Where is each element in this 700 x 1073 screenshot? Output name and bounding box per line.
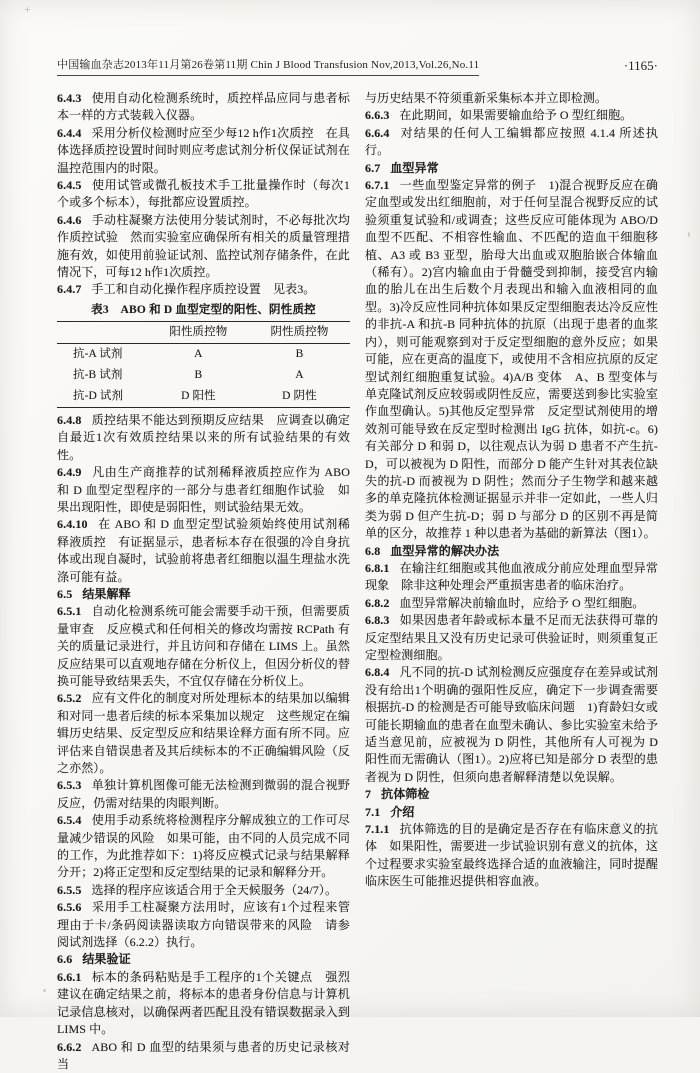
clause-text: 单独计算机图像可能无法检测到微弱的混合视野反应，仍需对结果的肉眼判断。 [57, 778, 350, 809]
clause-number: 6.8.3 [365, 613, 390, 627]
paragraph [57, 899, 350, 951]
clause-number: 6.4.6 [57, 213, 82, 227]
positive-control-value: D 阳性 [148, 386, 249, 408]
clause-number: 7 [365, 787, 371, 801]
reagent-label: 抗-B 试剂 [57, 365, 148, 386]
clause-text: 血型异常 [390, 161, 438, 175]
clause-number: 6.4.7 [57, 282, 82, 296]
clause-number: 6.6 [57, 952, 72, 966]
clause-number: 6.5.1 [57, 604, 82, 618]
clause-number: 6.6.1 [57, 970, 82, 984]
section-heading [57, 586, 350, 603]
clause-number: 6.5.5 [57, 883, 82, 897]
page-header [57, 56, 658, 76]
paragraph [57, 1039, 350, 1073]
paragraph [365, 664, 658, 786]
section-heading [365, 543, 658, 560]
paragraph [365, 125, 658, 160]
table3-caption: 表3 ABO 和 D 血型定型的阳性、阴性质控 [57, 300, 350, 321]
empty-header-cell [57, 321, 148, 343]
negative-control-value: B [249, 343, 350, 365]
positive-control-value: A [148, 343, 249, 365]
clause-text: 血型异常的解决办法 [390, 544, 499, 558]
clause-number: 6.5.2 [57, 691, 82, 705]
clause-text: 采用分析仪检测时应至少每12 h作1次质控 在具体选择质控设置时间时则应考虑试剂分析仪保证试剂在温控范围内的时限。 [57, 126, 350, 175]
positive-control-value: B [148, 365, 249, 386]
clause-text: 介绍 [390, 805, 414, 819]
paragraph [57, 412, 350, 464]
clause-text: 与历史结果不符须重新采集标本并立即检测。 [365, 91, 607, 105]
clause-text: 如果因患者年龄或标本量不足而无法获得可靠的反定型结果且又没有历史记录可供验证时，则须重复正定型检测细胞。 [365, 613, 658, 662]
paragraph [365, 177, 658, 543]
page-number: ·1165· [624, 58, 658, 76]
table-row [57, 365, 350, 386]
clause-text: 对结果的任何人工编辑都应按照 4.1.4 所述执行。 [365, 126, 658, 157]
clause-number: 6.7 [365, 161, 380, 175]
clause-number: 6.4.10 [57, 517, 88, 531]
section-heading [365, 160, 658, 177]
table3-body [57, 343, 350, 407]
clause-text: 手动柱凝聚方法使用分装试剂时，不必每批次均作质控试验 然而实验室应确保所有相关的质量管理措施有效，如使用前验证试剂、监控试剂存储条件，在此情况下，可每12 h作1次质控。 [57, 213, 350, 279]
clause-text: 血型异常解决前输血时，应给予 O 型红细胞。 [400, 596, 645, 610]
paragraph [57, 90, 350, 125]
reagent-label: 抗-A 试剂 [57, 343, 148, 365]
clause-number: 6.4.8 [57, 413, 82, 427]
clause-text: 自动化检测系统可能会需要手动干预，但需要质量审查 反应模式和任何相关的修改均需按 RCPath 有关的质量记录进行，并且访问和存储在 LIMS 上。虽然反应结果可以直观地存储在分析仪上，但因分析仪的替换可能导致结果丢失，不宜仅存储在分析仪上。 [57, 604, 350, 688]
table-header-row [57, 321, 350, 343]
reagent-label: 抗-D 试剂 [57, 386, 148, 408]
negative-control-value: A [249, 365, 350, 386]
clause-text: 采用手工柱凝聚方法用时，应该有1个过程来管理由于卡/条码阅读器读取方向错误带来的风险 请参阅试剂选择（6.2.2）执行。 [57, 900, 350, 949]
paragraph [57, 812, 350, 882]
section-heading [365, 804, 658, 821]
paragraph [365, 612, 658, 664]
clause-number: 6.6.2 [57, 1040, 82, 1054]
clause-number: 7.1 [365, 805, 380, 819]
table-row [57, 386, 350, 408]
paragraph [365, 90, 658, 107]
scan-speck [43, 989, 46, 992]
clause-text: 标本的条码粘贴是手工程序的1个关键点 强烈建议在确定结果之前，将标本的患者身份信息与计算机记录信息核对，以确保两者匹配且没有错误数据录入到 LIMS 中。 [57, 970, 350, 1036]
column-right [365, 90, 658, 891]
paragraph [57, 212, 350, 282]
clause-text: 一些血型鉴定异常的例子 1)混合视野反应在确定血型或发出红细胞前，对于任何呈混合视野反应的试验须重复试验和/或调查；这些反应可能体现为 ABO/D 血型不匹配、不相容性输血、不匹配的造血干细胞移植、A3 或 B3 亚型，胎母大出血或双胞胎嵌合体输血（稀有）。2)宫内输血由于骨髓受到抑制，接受宫内输血的胎儿在出生后数个月表现出和输入血液相同的血型。3)冷反应性同种抗体如果反定型细胞表达冷反应性的非抗-A 和抗-B 同种抗体的抗原（出现于患者的血浆内），则可能观察到对于反定型细胞的意外反应；如果可能，应在更高的温度下，或使用不含相应抗原的反定型试剂红细胞重复试验。4)A/B 变体 A、B 型变体与单克隆试剂反应较弱或阴性反应，需要送到参比实验室作血型确认。5)其他反定型异常 反定型试剂使用的增效剂可能导致在反定型时检测出 IgG 抗体，如抗-c。6)有关部分 D 和弱 D，以往观点认为弱 D 患者不产生抗-D，可以被视为 D 阳性，而部分 D 能产生针对其表位缺失的抗-D 而被视为 D 阴性；然而分子生物学和越来越多的单克隆抗体检测证据显示并非一定如此，一些人归类为弱 D 但产生抗-D；弱 D 与部分 D 的区别不再是简单的区分，故推荐 1 种以患者为基础的新算法（图1）。 [365, 178, 658, 540]
paragraph [57, 690, 350, 777]
clause-text: 使用试管或微孔板技术手工批量操作时（每次1个或多个标本），每批都应设置质控。 [57, 178, 350, 209]
clause-text: ABO 和 D 血型的结果须与患者的历史记录核对 当 [57, 1040, 362, 1071]
paragraph [365, 560, 658, 595]
paragraph [365, 595, 658, 612]
clause-text: 凡由生产商推荐的试剂稀释液质控应作为 ABO 和 D 血型定型程序的一部分与患者红细胞作试验 如果出现阳性，即使是弱阳性，则试验结果无效。 [57, 465, 350, 514]
table-row [57, 343, 350, 365]
clause-number: 6.8.4 [365, 665, 390, 679]
clause-number: 6.7.1 [365, 178, 390, 192]
clause-number: 6.8.2 [365, 596, 390, 610]
clause-text: 抗体筛检 [381, 787, 429, 801]
clause-text: 凡不同的抗-D 试剂检测反应强度存在差异或试剂没有给出1个明确的强阳性反应，确定下一步调查需要根据抗-D 的检测是否可能导致临床问题 1)育龄妇女或可能长期输血的患者在血型未确认、参比实验室未给予适当意见前，应被视为 D 阴性，其他所有人可视为 D 阳性而无需确认（图1）。2)应将已知是部分 D 表型的患者视为 D 阴性，但须向患者解释清楚以免误解。 [365, 665, 658, 783]
clause-text: 质控结果不能达到预期反应结果 应调查以确定自最近1次有效质控结果以来的所有试验结果的有效性。 [57, 413, 350, 462]
clause-text: 使用自动化检测系统时，质控样品应同与患者标本一样的方式装载入仪器。 [57, 91, 350, 122]
paragraph [57, 516, 350, 586]
column-left-top [57, 90, 350, 299]
clause-number: 6.8.1 [365, 561, 390, 575]
right-column [365, 90, 658, 1073]
clause-text: 结果验证 [82, 952, 130, 966]
paragraph [57, 281, 350, 298]
paragraph [57, 125, 350, 177]
clause-number: 6.4.4 [57, 126, 82, 140]
clause-text: 使用手动系统将检测程序分解成独立的工作可尽量减少错误的风险 如果可能，由不同的人员完成不同的工作，为此推荐如下：1)将反应模式记录与结果解释分开；2)将正定型和反定型结果的记录和解释分开。 [57, 813, 350, 879]
table3 [57, 300, 350, 408]
column-left-bottom [57, 412, 350, 1073]
clause-text: 在输注红细胞或其他血液成分前应处理血型异常现象 除非这种处理会严重损害患者的临床治疗。 [365, 561, 658, 592]
paragraph [365, 821, 658, 891]
clause-number: 6.5.6 [57, 900, 82, 914]
paragraph [57, 464, 350, 516]
clause-number: 6.4.5 [57, 178, 82, 192]
clause-text: 在此期间，如果需要输血给予 O 型红细胞。 [400, 108, 633, 122]
paragraph [57, 603, 350, 690]
clause-number: 6.5 [57, 587, 72, 601]
col-header-negative: 阴性质控物 [249, 321, 350, 343]
paragraph [57, 882, 350, 899]
clause-number: 6.6.4 [365, 126, 390, 140]
clause-number: 6.4.3 [57, 91, 82, 105]
clause-text: 抗体筛选的目的是确定是否存在有临床意义的抗体 如果阳性，需要进一步试验识别有意义的抗体，这个过程要求实验室最终选择合适的血液输注，同时提醒临床医生可能推迟提供相容血液。 [365, 822, 658, 888]
paragraph [57, 969, 350, 1039]
scan-speck [688, 232, 690, 237]
left-column [57, 90, 350, 1073]
table3-grid [57, 321, 350, 408]
clause-number: 6.8 [365, 544, 380, 558]
clause-text: 结果解释 [82, 587, 130, 601]
chapter-heading [365, 786, 658, 803]
paragraph [57, 777, 350, 812]
clause-number: 7.1.1 [365, 822, 390, 836]
clause-text: 手工和自动化操作程序质控设置 见表3。 [92, 282, 316, 296]
text-columns [57, 90, 659, 1073]
clause-number: 6.5.3 [57, 778, 82, 792]
clause-number: 6.5.4 [57, 813, 82, 827]
paragraph [365, 107, 658, 124]
col-header-positive: 阳性质控物 [148, 321, 249, 343]
section-heading [57, 951, 350, 968]
clause-number: 6.6.3 [365, 108, 390, 122]
journal-citation: 中国输血杂志2013年11月第26卷第11期 Chin J Blood Transfusion Nov,2013,Vol.26,No.11 [57, 56, 479, 76]
negative-control-value: D 阴性 [249, 386, 350, 408]
clause-text: 应有文件化的制度对所处理标本的结果加以编辑和对同一患者后续的标本采集加以规定 这些规定在编辑历史结果、反定型反应和结果诠释方面有所不同。应评估来自错误患者及其后续标本的不正确编辑风险（反之亦然）。 [57, 691, 350, 775]
registration-mark: + [24, 4, 31, 14]
clause-number: 6.4.9 [57, 465, 82, 479]
clause-text: 在 ABO 和 D 血型定型试验须始终使用试剂稀释液质控 有证据显示，患者标本存在很强的冷自身抗体或出现自凝时，试验前将患者红细胞以温生理盐水洗涤可能有益。 [57, 517, 350, 583]
paragraph [57, 177, 350, 212]
clause-text: 选择的程序应该适合用于全天候服务（24/7）。 [92, 883, 338, 897]
